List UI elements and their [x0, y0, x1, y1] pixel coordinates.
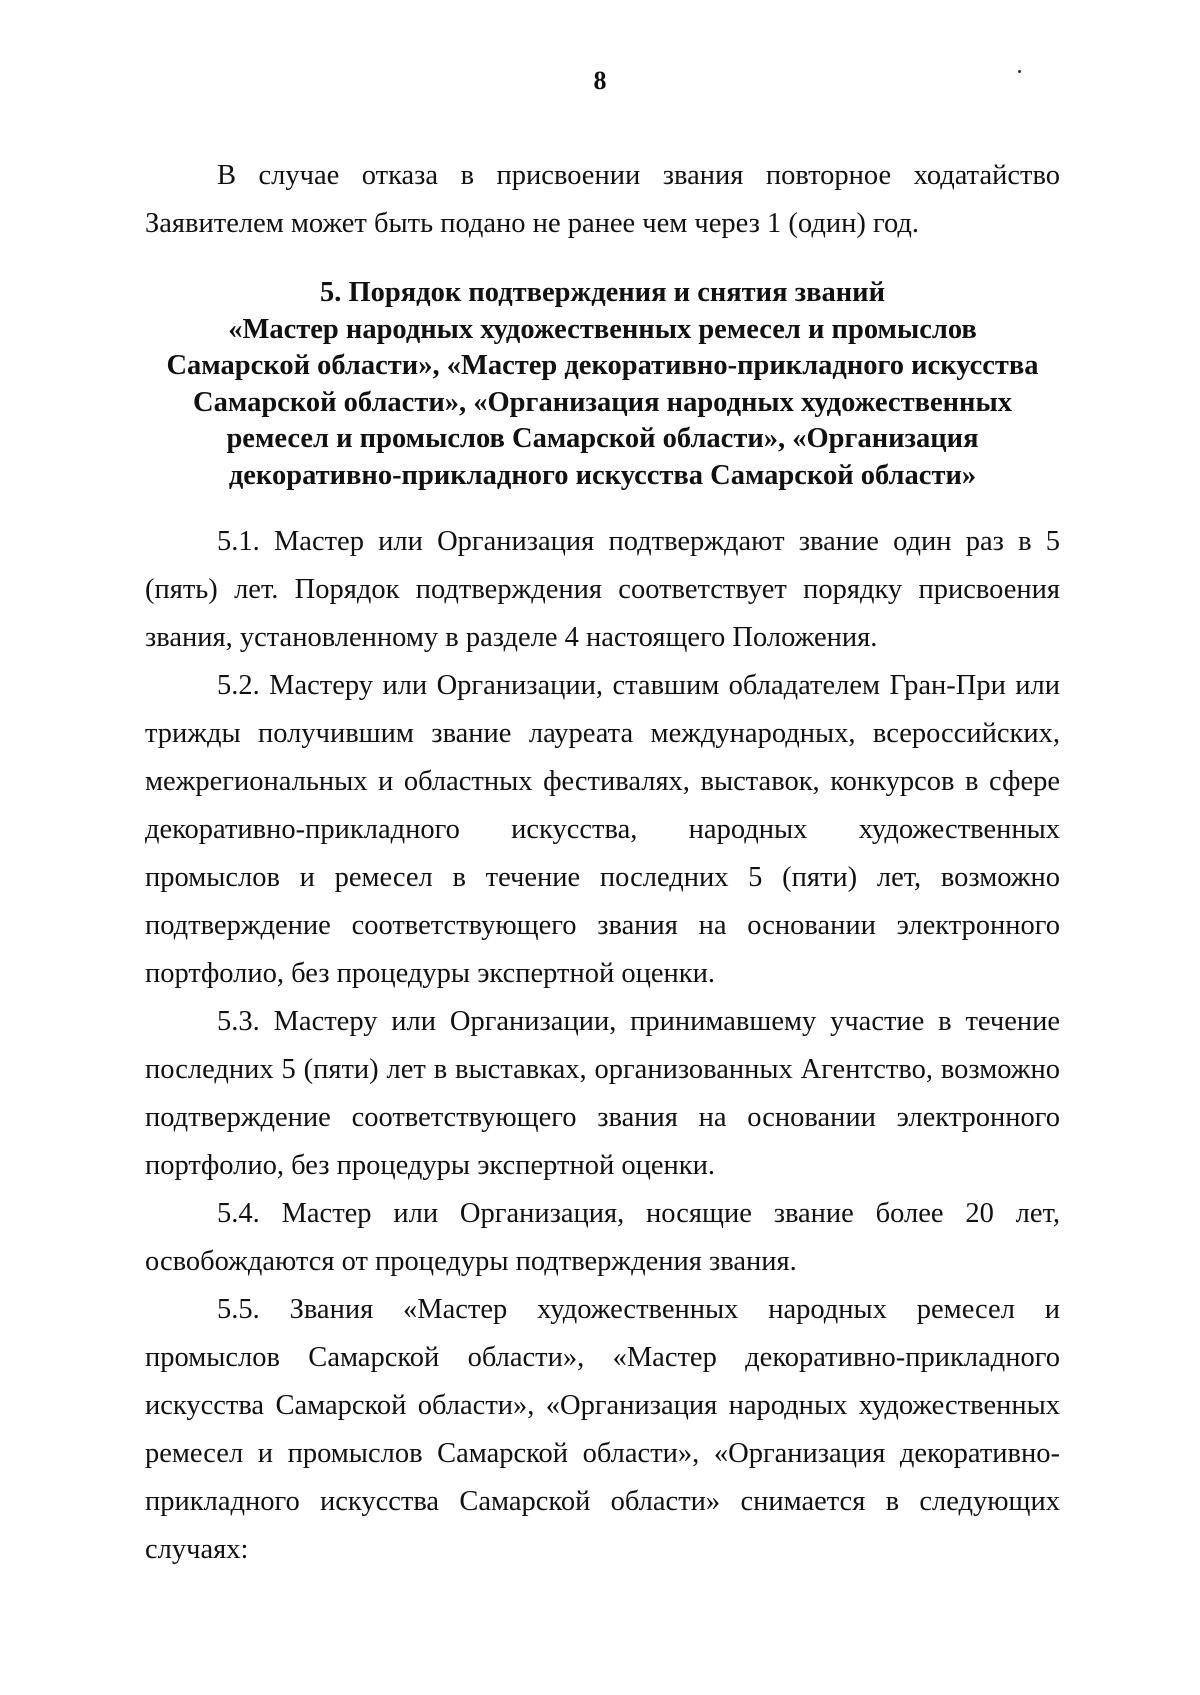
section-heading-line: 5. Порядок подтверждения и снятия званий [319, 277, 886, 308]
section-heading [145, 275, 1060, 494]
page-number: 8 [593, 66, 607, 95]
paragraph-5-4: 5.4. Мастер или Организация, носящие звание более 20 лет, освобождаются от процедуры подтверждения звания. [145, 1198, 1060, 1277]
section-heading-line: декоративно-прикладного искусства Самарской области» [228, 459, 977, 491]
section-heading-line: ремесел и промыслов Самарской области», «Организация [226, 423, 979, 454]
intro-block [145, 152, 1060, 248]
intro-paragraph: В случае отказа в присвоении звания повторное ходатайство Заявителем может быть подано не ранее чем через 1 (один) год. [145, 160, 1060, 239]
paragraph-5-1: 5.1. Мастер или Организация подтверждают звание один раз в 5 (пять) лет. Порядок подтверждения соответствует порядку присвоения звания, установленному в разделе 4 настоящего Положения. [145, 526, 1060, 653]
section-heading-line: «Мастер народных художественных ремесел и промыслов [228, 313, 977, 345]
section-heading-line: Самарской области», «Мастер декоративно-прикладного искусства [166, 350, 1039, 381]
paragraph-5-2: 5.2. Мастеру или Организации, ставшим обладателем Гран-При или трижды получившим звание лауреата международных, всероссийских, межрегиональных и областных фестивалях, выставок, конкурсов в сфере декоративно-прикладного искусства, народных художественных промыслов и ремесел в течение последних 5 (пяти) лет, возможно подтверждение соответствующего звания на основании электронного портфолио, без процедуры экспертной оценки. [145, 670, 1060, 989]
section-body [145, 518, 1060, 1574]
section-heading-line: Самарской области», «Организация народных художественных [193, 386, 1012, 418]
paragraph-5-5: 5.5. Звания «Мастер художественных народных ремесел и промыслов Самарской области», «Мастер декоративно-прикладного искусства Самарской области», «Организация народных художественных ремесел и промыслов Самарской области», «Организация декоративно-прикладного искусства Самарской области» снимается в следующих случаях: [145, 1294, 1060, 1565]
scan-speck [1018, 70, 1021, 73]
paragraph-5-3: 5.3. Мастеру или Организации, принимавшему участие в течение последних 5 (пяти) лет в выставках, организованных Агентство, возможно подтверждение соответствующего звания на основании электронного портфолио, без процедуры экспертной оценки. [145, 1006, 1060, 1181]
